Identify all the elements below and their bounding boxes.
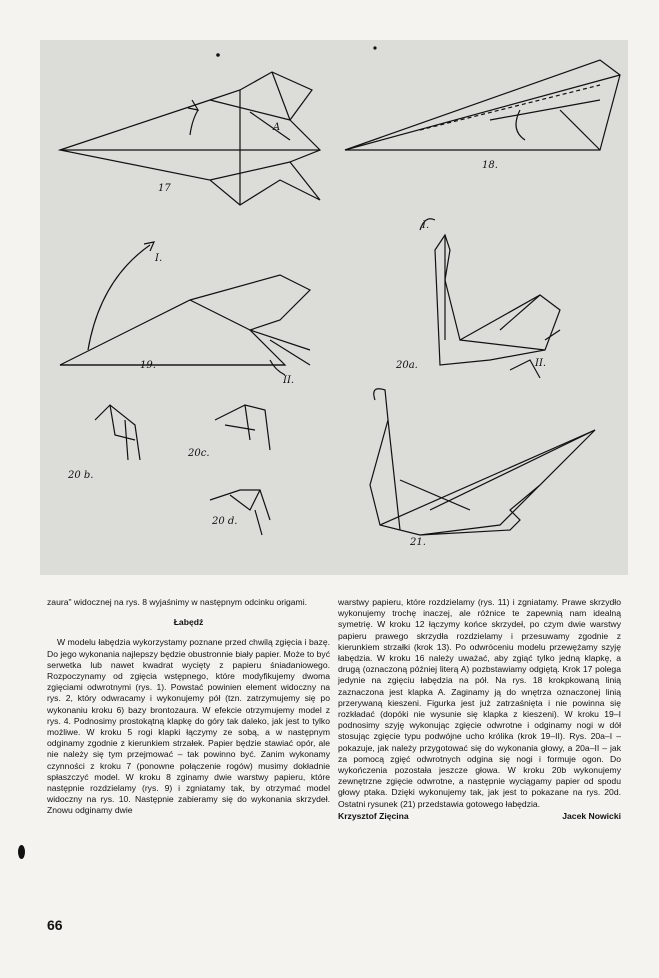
diagram-20b xyxy=(95,405,140,460)
author-name-1: Krzysztof Zięcina xyxy=(338,810,409,821)
section-heading: Łabędź xyxy=(173,617,204,628)
figure-label-17: 17 xyxy=(158,183,171,194)
author-line xyxy=(338,811,621,822)
figure-label-roman-2b: II. xyxy=(535,358,547,369)
diagram-20c xyxy=(215,405,270,450)
diagram-20a xyxy=(420,219,560,378)
author-name-2: Jacek Nowicki xyxy=(562,810,621,821)
figure-label-20d: 20 d. xyxy=(212,516,238,527)
figure-label-18: 18. xyxy=(482,160,498,171)
diagram-19 xyxy=(60,242,310,375)
figure-label-a: A xyxy=(273,122,281,133)
body-paragraph-left: W modelu łabędzia wykorzystamy poznane przed chwilą zgięcia i bazę. Do jego wykonania najlepszy będzie obustronnie biały papier. Może to być serwetka lub nawet kwadrat wycięty z papieru śniadaniowego. Rozpoczynamy od zgięcia wstępnego, które modyfikujemy dwoma zgięciami odwrotnymi (rys. 1). Powstać powinien element widoczny na rys. 2, który odwracamy i wykonujemy pół (tzn. zatrzymujemy się po wykonaniu kroku 6) bazy brontozaura. W efekcie otrzymujemy model z rys. 4. Podnosimy prostokątną klapkę do góry tak daleko, jak jest to tylko możliwe. W kroku 5 rogi klapki łączymy ze sobą, a w następnym odginamy zgodnie z kierunkiem strzałek. Papier będzie stawiać opór, ale nie należy się tym przejmować – tak powinno być. Zanim wykonamy czynności z kroku 7 (ponowne połączenie rogów) musimy dokładnie spłaszczyć model. W kroku 8 zginamy dwie warstwy papieru, które następnie rozdzielamy (rys. 9) i zgniatamy tak, by otrzymać model widoczny na rys. 10. Następnie zabieramy się do wykonania skrzydeł. Znowu odginamy dwie xyxy=(47,637,330,816)
diagram-20d xyxy=(210,490,270,535)
figure-label-roman-1: I. xyxy=(155,253,163,264)
origami-illustration-panel xyxy=(40,40,628,575)
figure-label-20c: 20c. xyxy=(188,448,210,459)
left-text-column xyxy=(47,597,330,817)
ink-blot xyxy=(18,845,25,859)
diagram-18 xyxy=(345,60,620,150)
diagram-17 xyxy=(60,72,320,205)
figure-label-19: 19. xyxy=(140,360,156,371)
intro-paragraph: zaura" widocznej na rys. 8 wyjaśnimy w następnym odcinku origami. xyxy=(47,597,308,607)
figure-label-20a: 20a. xyxy=(396,360,418,371)
origami-diagrams xyxy=(40,40,628,575)
figure-label-20b: 20 b. xyxy=(68,470,94,481)
figure-label-roman-1b: I. xyxy=(422,220,430,231)
diagram-21 xyxy=(370,389,595,535)
figure-label-roman-2: II. xyxy=(283,375,295,386)
page-number: 66 xyxy=(47,917,63,933)
right-text-column xyxy=(338,597,621,822)
figure-label-21: 21. xyxy=(410,537,426,548)
body-paragraph-right: warstwy papieru, które rozdzielamy (rys. 11) i zgniatamy. Prawe skrzydło wykonujemy trochę inaczej, ale różnice te zapewnią nam idealną symetrię. W kroku 12 łączymy końce skrzydeł, po czym dwie warstwy papieru prawego skrzydła rozdzielamy i przesuwamy zgodnie z kierunkiem strzałki (krok 13). Po odwróceniu modelu przewężamy szyję łabędzia. W kroku 16 należy uważać, aby zgiąć tylko jedną klapkę, a drugą (oznaczoną później literą A) pozbstawiamy odgiętą. Krok 17 polega jedynie na zgięciu łabędzia na pół. Na rys. 18 krokpkowaną linią zaznaczona jest klapka A. Zaginamy ją do wnętrza oznaczonej linią przerywaną kieszeni. Figurka jest już zatrzaśnięta i nie powinna się rozkładać (dopóki nie wysunie się klapka z kieszeni). W kroku 19–I podnosimy szyję wykonując zgięcie odwrotne i odginamy nogi w dół stosując zgięcie typu podwójne ucho królika (krok 19–II). Rys. 20a–I – pokazuje, jak należy przygotować się do wykonania głowy, a 20a–II – jak za pomocą zgięć odwrotnych odgina się nogi i formuje ogon. Do wykończenia pozostała jeszcze głowa. W kroku 20b wykonujemy zewnętrzne zgięcie odwrotne, a następnie wyciągamy papier od spodu głowy ptaka. Dzięki wykonujemy tak, jak jest to pokazane na rys. 20d. Ostatni rysunek (21) przedstawia gotowego łabędzia. xyxy=(338,597,621,809)
